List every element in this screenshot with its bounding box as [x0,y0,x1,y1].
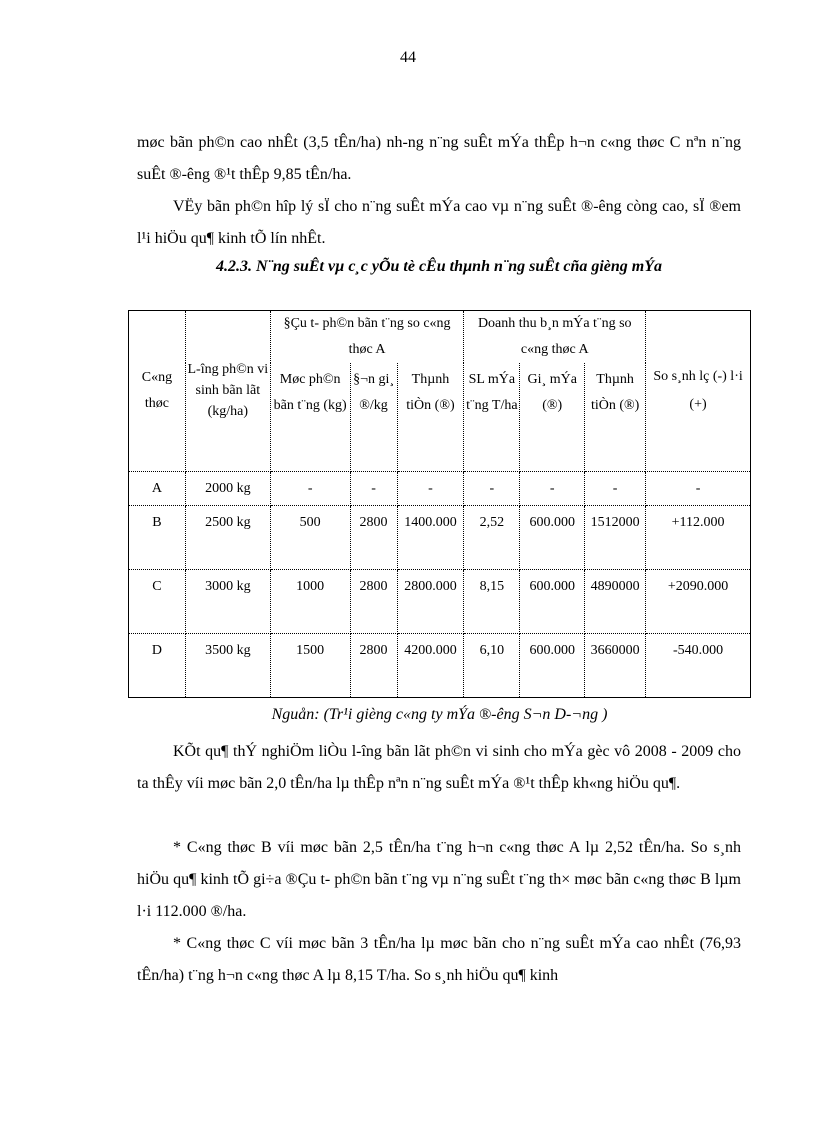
fertilizer-yield-table [128,310,751,698]
cell-formula: A [129,471,186,505]
cell-revenue-total: 3660000 [585,633,646,697]
cell-amount: 2500 kg [185,505,270,569]
body-paragraph-3: * C«ng thøc C víi møc bãn 3 tÊn/ha lµ møc bãn cho n¨ng suÊt mÝa cao nhÊt (76,93 tÊn/ha) t¨ng h¬n c«ng thøc A lµ 8,15 T/ha. So s¸nh hiÖu qu¶ kinh [137,935,741,984]
cell-compare: - [646,471,751,505]
cell-unit-price: 2800 [350,633,397,697]
cell-yield: 2,52 [464,505,520,569]
cell-cost-total: 4200.000 [397,633,464,697]
cell-unit-price: 2800 [350,505,397,569]
intro-paragraph-1: møc bãn ph©n cao nhÊt (3,5 tÊn/ha) nh-ng n¨ng suÊt mÝa thÊp h¬n c«ng thøc C nªn n¨ng suÊt ®-êng ®¹t thÊp 9,85 tÊn/ha. [137,134,741,183]
cell-formula: D [129,633,186,697]
cell-yield: - [464,471,520,505]
header-cost-group: §Çu t- ph©n bãn t¨ng so c«ng thøc A [270,311,464,364]
cell-compare: +2090.000 [646,569,751,633]
cell-compare: -540.000 [646,633,751,697]
cell-level: 1500 [270,633,350,697]
body-paragraph-2: * C«ng thøc B víi møc bãn 2,5 tÊn/ha t¨ng h¬n c«ng thøc A lµ 2,52 tÊn/ha. So s¸nh hiÖu qu¶ kinh tÕ gi÷a ®Çu t- ph©n bãn t¨ng vµ n¨ng suÊt t¨ng th× møc bãn c«ng thøc B lµm l·i 112.000 ®/ha. [137,839,741,920]
header-revenue-group: Doanh thu b¸n mÝa t¨ng so c«ng thøc A [464,311,646,364]
header-revenue-total: Thµnh tiÒn (®) [585,363,646,471]
cell-level: 500 [270,505,350,569]
cell-amount: 2000 kg [185,471,270,505]
cell-amount: 3000 kg [185,569,270,633]
page-number: 44 [400,49,416,66]
table-source: Nguån: (Tr¹i gièng c«ng ty mÝa ®-êng S¬n D-¬ng ) [271,706,608,723]
cell-revenue-total: - [585,471,646,505]
cell-price: - [520,471,585,505]
cell-revenue-total: 4890000 [585,569,646,633]
cell-formula: C [129,569,186,633]
cell-cost-total: 2800.000 [397,569,464,633]
header-fertilizer-level: Møc ph©n bãn t¨ng (kg) [270,363,350,471]
cell-yield: 6,10 [464,633,520,697]
cell-price: 600.000 [520,569,585,633]
cell-revenue-total: 1512000 [585,505,646,569]
cell-compare: +112.000 [646,505,751,569]
header-compare: So s¸nh lç (-) l·i (+) [646,311,751,472]
cell-price: 600.000 [520,505,585,569]
header-cane-price: Gi¸ mÝa (®) [520,363,585,471]
cell-yield: 8,15 [464,569,520,633]
cell-amount: 3500 kg [185,633,270,697]
header-unit-price: §¬n gi¸ ®/kg [350,363,397,471]
cell-unit-price: 2800 [350,569,397,633]
cell-formula: B [129,505,186,569]
cell-unit-price: - [350,471,397,505]
intro-paragraph-2: VËy bãn ph©n hîp lý sÏ cho n¨ng suÊt mÝa cao vµ n¨ng suÊt ®-êng còng cao, sÏ ®em l¹i hiÖu qu¶ kinh tÕ lín nhÊt. [137,198,741,247]
cell-price: 600.000 [520,633,585,697]
body-paragraph-1: KÕt qu¶ thÝ nghiÖm liÒu l-îng bãn lãt ph©n vi sinh cho mÝa gèc vô 2008 - 2009 cho ta thÊy víi møc bãn 2,0 tÊn/ha lµ thÊp nªn n¨ng suÊt mÝa ®¹t thÊp kh«ng hiÖu qu¶. [137,743,741,792]
section-heading: 4.2.3. N¨ng suÊt vµ c¸c yÕu tè cÊu thµnh n¨ng suÊt cña gièng mÝa [215,258,663,275]
cell-cost-total: - [397,471,464,505]
header-cost-total: Thµnh tiÒn (®) [397,363,464,471]
header-formula: C«ng thøc [129,311,186,472]
header-fertilizer-amount: L-îng ph©n vi sinh bãn lãt (kg/ha) [185,311,270,472]
header-yield-increase: SL mÝa t¨ng T/ha [464,363,520,471]
cell-level: 1000 [270,569,350,633]
cell-level: - [270,471,350,505]
cell-cost-total: 1400.000 [397,505,464,569]
